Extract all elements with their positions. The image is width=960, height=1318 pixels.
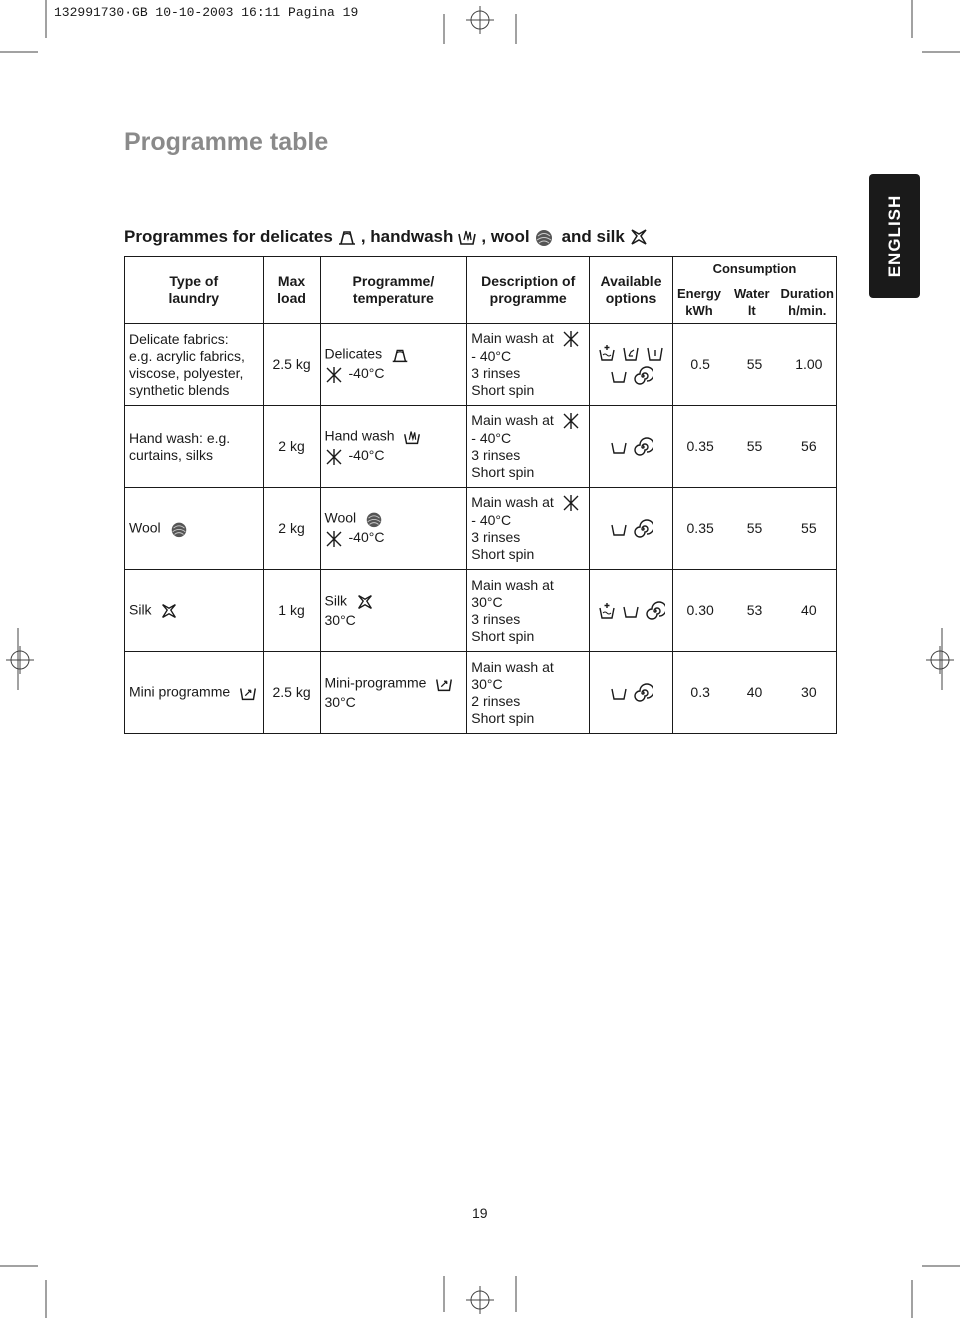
page-title: Programme table [124, 128, 329, 156]
wool-icon [533, 226, 555, 248]
spin-reduction-icon [633, 683, 653, 703]
temperature-range-icon [325, 530, 343, 548]
cell-consumption [672, 488, 836, 570]
silk-icon [628, 226, 650, 248]
cell-energy: 0.35 [686, 438, 714, 454]
header-consumption [672, 257, 836, 324]
laundry-label: Wool [129, 519, 161, 536]
desc-line: 2 rinses [471, 692, 521, 709]
cell-load: 2.5 kg [263, 324, 320, 406]
desc-line: Main wash at [471, 658, 554, 675]
header-duration: Duration h/min. [780, 286, 834, 318]
mini-programme-icon [434, 674, 454, 694]
cell-water: 40 [746, 684, 763, 700]
spin-reduction-icon [633, 366, 653, 386]
cell-programme [320, 406, 467, 488]
section-title-wool: , wool [481, 227, 530, 246]
desc-line: 3 rinses [471, 447, 521, 464]
cell-energy: 0.5 [690, 356, 710, 372]
section-title-silk: and silk [561, 227, 625, 246]
cell-options [590, 570, 673, 652]
cell-consumption [672, 652, 836, 734]
wool-icon [364, 509, 384, 529]
programme-temperature: -40°C [348, 529, 385, 546]
programme-temperature: -40°C [348, 447, 385, 464]
cell-water: 55 [746, 520, 763, 536]
desc-line: - 40°C [471, 348, 512, 365]
cell-duration: 30 [801, 684, 817, 700]
cell-options [590, 488, 673, 570]
programme-name: Mini-programme [324, 674, 427, 691]
handwash-icon [402, 427, 422, 447]
programme-temperature: 30°C [324, 694, 356, 710]
desc-line: 3 rinses [471, 529, 521, 546]
cell-load: 2.5 kg [263, 652, 320, 734]
desc-line: - 40°C [471, 430, 512, 447]
cell-consumption [672, 406, 836, 488]
cell-energy: 0.35 [686, 520, 714, 536]
mini-programme-icon [238, 683, 258, 703]
cell-laundry [125, 652, 264, 734]
cell-load: 1 kg [263, 570, 320, 652]
header-options: Available options [590, 257, 673, 324]
table-row [125, 488, 837, 570]
cell-description [467, 324, 590, 406]
cell-water: 55 [746, 438, 763, 454]
no-spin-icon [609, 683, 629, 703]
handwash-icon [456, 226, 478, 248]
desc-line: Short spin [471, 627, 535, 644]
cell-laundry [125, 570, 264, 652]
programme-name: Wool [324, 510, 357, 527]
cell-load: 2 kg [263, 406, 320, 488]
table-row [125, 570, 837, 652]
silk-icon [159, 601, 179, 621]
temperature-range-icon [325, 448, 343, 466]
section-title-handwash: , handwash [360, 227, 454, 246]
programme-name: Delicates [324, 346, 383, 363]
programme-name: Silk [324, 592, 348, 609]
print-header: 132991730·GB 10-10-2003 16:11 Pagina 19 [54, 5, 359, 20]
programme-temperature: -40°C [348, 365, 385, 382]
cell-duration: 56 [801, 438, 817, 454]
section-title [124, 226, 653, 248]
silk-icon [355, 592, 375, 612]
no-spin-icon [609, 519, 629, 539]
programme-name: Hand wash [324, 428, 395, 445]
cell-water: 53 [746, 602, 763, 618]
desc-line: Short spin [471, 709, 535, 726]
temperature-range-icon [562, 330, 580, 348]
desc-line: 30°C [471, 593, 503, 610]
desc-line: Main wash at [471, 329, 554, 346]
no-spin-icon [621, 601, 641, 621]
temperature-range-icon [325, 366, 343, 384]
prewash-icon [597, 343, 617, 363]
desc-line: Short spin [471, 546, 535, 563]
cell-laundry: Delicate fabrics: e.g. acrylic fabrics, viscose, polyester, synthetic blends [125, 324, 264, 406]
table-row [125, 652, 837, 734]
cell-programme [320, 652, 467, 734]
cell-programme [320, 324, 467, 406]
desc-line: Main wash at [471, 493, 554, 510]
prewash-icon [597, 601, 617, 621]
extra-rinse-icon [645, 343, 665, 363]
cell-description [467, 570, 590, 652]
cell-options [590, 324, 673, 406]
cell-laundry [125, 488, 264, 570]
desc-line: 30°C [471, 675, 503, 692]
desc-line: Main wash at [471, 411, 554, 428]
cell-duration: 40 [801, 602, 817, 618]
rinse-hold-icon [621, 343, 641, 363]
cell-duration: 1.00 [795, 356, 823, 372]
cell-laundry: Hand wash: e.g. curtains, silks [125, 406, 264, 488]
cell-consumption [672, 570, 836, 652]
header-consumption-title: Consumption [712, 261, 797, 276]
cell-description [467, 406, 590, 488]
cell-consumption [672, 324, 836, 406]
desc-line: 3 rinses [471, 610, 521, 627]
desc-line: - 40°C [471, 512, 512, 529]
header-programme: Programme/ temperature [320, 257, 467, 324]
spin-reduction-icon [645, 601, 665, 621]
cell-description [467, 488, 590, 570]
cell-programme [320, 488, 467, 570]
section-title-prefix: Programmes for delicates [124, 227, 333, 246]
header-description: Description of programme [467, 257, 590, 324]
header-load: Max load [263, 257, 320, 324]
table-header-row [125, 257, 837, 324]
cell-options [590, 406, 673, 488]
header-energy: Energy kWh [676, 286, 722, 318]
laundry-label: Silk [129, 601, 152, 618]
cell-description [467, 652, 590, 734]
cell-duration: 55 [801, 520, 817, 536]
cell-energy: 0.30 [686, 602, 714, 618]
laundry-label: Mini programme [129, 683, 231, 700]
table-row [125, 406, 837, 488]
spin-reduction-icon [633, 437, 653, 457]
no-spin-icon [609, 437, 629, 457]
delicates-icon [390, 345, 410, 365]
table-row [125, 324, 837, 406]
cell-programme [320, 570, 467, 652]
desc-line: Main wash at [471, 576, 554, 593]
header-water: Water lt [733, 286, 770, 318]
temperature-range-icon [562, 494, 580, 512]
language-tab [869, 174, 920, 298]
desc-line: 3 rinses [471, 365, 521, 382]
desc-line: Short spin [471, 382, 535, 399]
programme-temperature: 30°C [324, 612, 356, 628]
no-spin-icon [609, 366, 629, 386]
cell-options [590, 652, 673, 734]
page-number: 19 [472, 1205, 488, 1221]
header-laundry: Type of laundry [125, 257, 264, 324]
wool-icon [169, 519, 189, 539]
language-tab-label: ENGLISH [884, 194, 904, 278]
desc-line: Short spin [471, 464, 535, 481]
cell-load: 2 kg [263, 488, 320, 570]
delicates-icon [336, 226, 358, 248]
cell-energy: 0.3 [690, 684, 710, 700]
programme-table [124, 256, 837, 732]
temperature-range-icon [562, 412, 580, 430]
spin-reduction-icon [633, 519, 653, 539]
cell-water: 55 [746, 356, 763, 372]
